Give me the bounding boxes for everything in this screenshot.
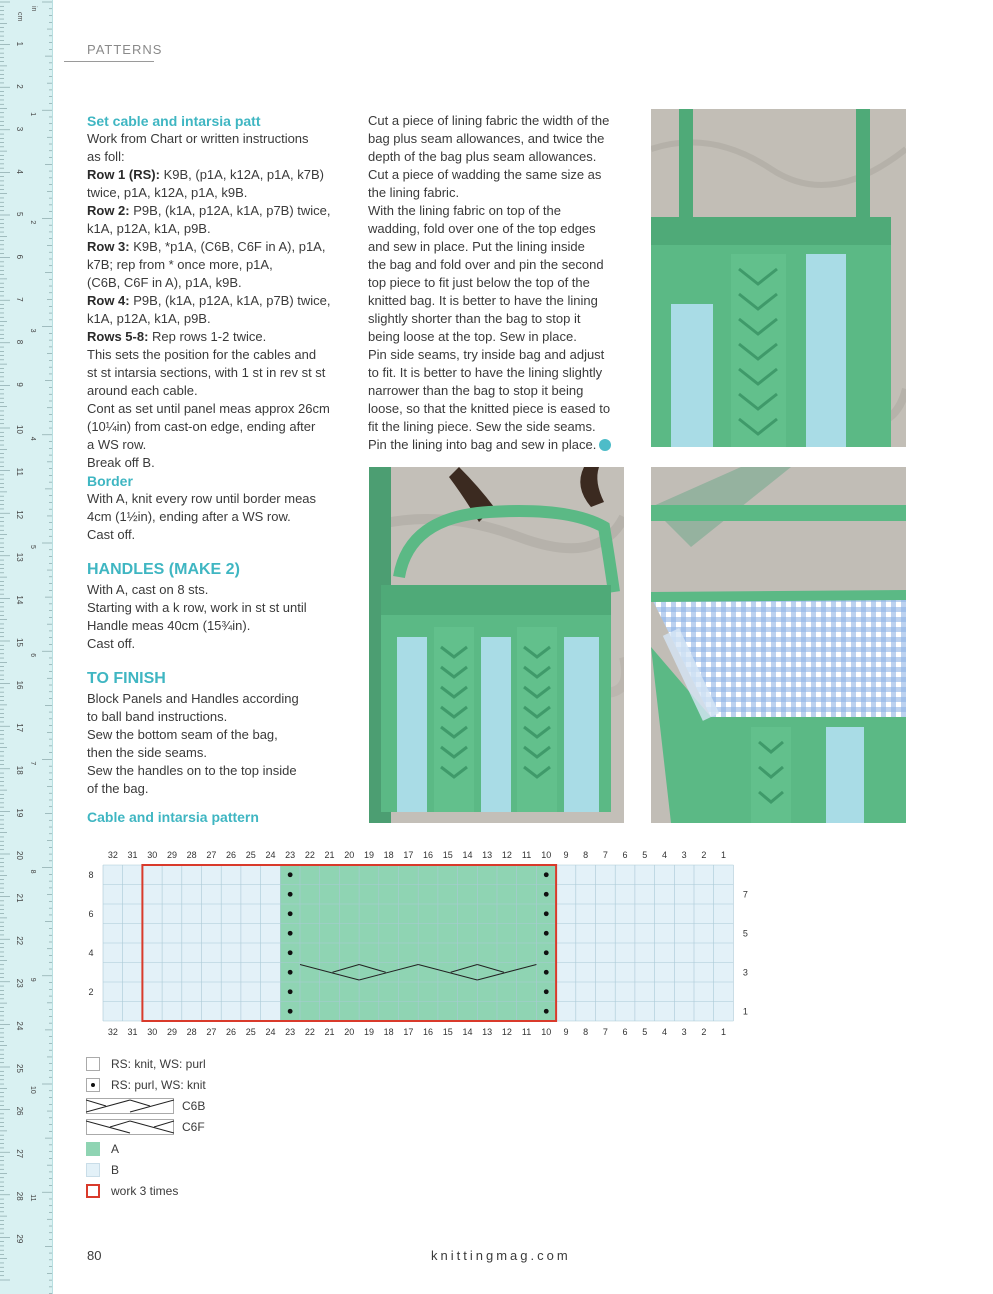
column-number-top: 30 (147, 850, 158, 860)
row-number-left: 4 (88, 947, 94, 958)
column-number-top: 7 (602, 850, 608, 860)
finish-line: of the bag. (87, 781, 149, 796)
rows-5-8 (87, 328, 352, 346)
border-line: Cast off. (87, 527, 136, 542)
row-2-cont: k1A, p12A, k1A, p9B. (87, 221, 211, 236)
column-number-top: 14 (462, 850, 473, 860)
ruler-cm-number: 18 (15, 765, 24, 775)
purl-dot (288, 911, 293, 916)
column-number-top: 26 (226, 850, 237, 860)
column-number-top: 28 (186, 850, 197, 860)
c6f-symbol (86, 1119, 174, 1135)
lining-line (368, 436, 630, 454)
row-3-cont: k7B; rep from * once more, p1A, (87, 257, 273, 272)
finish-line: Sew the handles on to the top inside (87, 763, 297, 778)
row-text: P9B, (k1A, p12A, k1A, p7B) twice, (133, 293, 331, 308)
purl-dot (544, 989, 549, 994)
color-b-swatch (86, 1163, 100, 1177)
column-number-bottom: 5 (642, 1027, 648, 1037)
purl-dot (288, 931, 293, 936)
instructions-column-2 (368, 112, 630, 454)
ruler-in-number: 11 (29, 1194, 36, 1202)
column-number-bottom: 26 (226, 1027, 237, 1037)
finish-line: then the side seams. (87, 745, 207, 760)
row-label: Row 2: (87, 203, 130, 218)
ruler-in-number: 1 (29, 112, 36, 117)
ruler-cm-number: 9 (15, 382, 24, 387)
column-number-bottom: 13 (482, 1027, 493, 1037)
bag-front-illustration (369, 467, 624, 823)
lining-line: fit the lining piece. Sew the side seams. (368, 419, 596, 434)
ruler-cm-number: 19 (15, 808, 24, 818)
purl-dot (544, 970, 549, 975)
purl-dot (544, 1009, 549, 1014)
lining-line: the bag and fold over and pin the second (368, 257, 604, 272)
column-number-bottom: 28 (186, 1027, 197, 1037)
column-number-bottom: 2 (701, 1027, 707, 1037)
footer-website: knittingmag.com (431, 1248, 571, 1263)
row-text: K9B, (p1A, k12A, p1A, k7B) (163, 167, 324, 182)
c6b-symbol (86, 1098, 174, 1114)
legend-label: work 3 times (111, 1184, 179, 1198)
purl-dot (288, 950, 293, 955)
row-text: P9B, (k1A, p12A, k1A, p7B) twice, (133, 203, 331, 218)
finish-heading: TO FINISH (87, 670, 166, 687)
ruler-cm-number: 28 (15, 1191, 24, 1201)
ruler-cm-number: 5 (15, 212, 24, 217)
column-number-top: 8 (583, 850, 589, 860)
cont-line: Cont as set until panel meas approx 26cm (87, 401, 330, 416)
column-number-top: 23 (285, 850, 296, 860)
purl-dot (288, 970, 293, 975)
column-number-top: 19 (363, 850, 374, 860)
border-line: 4cm (1½in), ending after a WS row. (87, 509, 291, 524)
purl-symbol (86, 1078, 100, 1092)
row-label: Row 1 (RS): (87, 167, 160, 182)
column-number-top: 12 (501, 850, 512, 860)
ruler-ticks (0, 0, 52, 1294)
ruler-cm-number: 23 (15, 978, 24, 988)
border-line: With A, knit every row until border meas (87, 491, 317, 506)
bag-detail-illustration (651, 109, 906, 447)
set-cable-heading: Set cable and intarsia patt (87, 113, 261, 129)
ruler-cm-number: 8 (15, 339, 24, 345)
ruler-in-number: 8 (29, 869, 36, 874)
ruler-cm-number: 17 (15, 723, 24, 733)
purl-dot (544, 931, 549, 936)
column-number-bottom: 21 (324, 1027, 335, 1037)
row-number-right: 7 (742, 889, 748, 900)
legend-label: RS: knit, WS: purl (111, 1057, 206, 1071)
ruler-cm-number: 3 (15, 126, 24, 132)
lining-line: being loose at the top. Sew in place. (368, 329, 577, 344)
column-number-bottom: 4 (661, 1027, 667, 1037)
row-4 (87, 292, 352, 310)
column-number-top: 31 (127, 850, 138, 860)
column-number-bottom: 11 (521, 1027, 532, 1037)
lining-text: Pin the lining into bag and sew in place. (368, 437, 597, 452)
ruler-cm-number: 1 (15, 41, 24, 47)
column-number-bottom: 7 (602, 1027, 608, 1037)
legend-label: RS: purl, WS: knit (111, 1078, 206, 1092)
handles-line: Cast off. (87, 636, 136, 651)
purl-dot (544, 911, 549, 916)
ruler-cm-number: 10 (15, 425, 24, 434)
cable-intarsia-chart (83, 843, 763, 1043)
legend-label: B (111, 1163, 120, 1177)
handles-line: Starting with a k row, work in st st until (87, 600, 307, 615)
header-rule (64, 61, 154, 62)
row-1 (87, 166, 352, 184)
ruler-cm-number: 24 (15, 1021, 24, 1031)
ruler-cm-number: 13 (15, 552, 24, 562)
row-number-right: 1 (742, 1006, 748, 1017)
lining-line: and sew in place. Put the lining inside (368, 239, 585, 254)
bag-lining-illustration (651, 467, 906, 823)
cont-line: (10¼in) from cast-on edge, ending after (87, 419, 316, 434)
column-number-bottom: 1 (721, 1027, 727, 1037)
intro-line: Work from Chart or written instructions (87, 131, 309, 146)
column-number-bottom: 31 (127, 1027, 138, 1037)
chart-title: Cable and intarsia pattern (87, 809, 259, 825)
ruler-in-number: 5 (29, 545, 36, 549)
column-number-bottom: 19 (363, 1027, 374, 1037)
ruler-in-label: in (30, 6, 37, 12)
row-4-cont: k1A, p12A, k1A, p9B. (87, 311, 211, 326)
handles-line: Handle meas 40cm (15¾in). (87, 618, 251, 633)
ruler-cm-number: 7 (15, 297, 24, 302)
column-number-bottom: 14 (462, 1027, 473, 1037)
break-line: Break off B. (87, 455, 155, 470)
column-number-top: 21 (324, 850, 335, 860)
column-number-bottom: 23 (285, 1027, 296, 1037)
instructions-column-1 (87, 112, 352, 798)
ruler-cm-number: 27 (15, 1149, 24, 1159)
column-number-bottom: 17 (403, 1027, 414, 1037)
row-label: Rows 5-8: (87, 329, 149, 344)
handles-line: With A, cast on 8 sts. (87, 582, 209, 597)
ruler-cm-number: 25 (15, 1064, 24, 1073)
legend-label: C6F (182, 1120, 205, 1134)
ruler-cm-number: 15 (15, 638, 24, 647)
lining-line: the lining fabric. (368, 185, 460, 200)
row-3 (87, 238, 352, 256)
column-number-bottom: 25 (245, 1027, 256, 1037)
purl-dot (288, 989, 293, 994)
column-number-top: 3 (681, 850, 687, 860)
finish-line: Sew the bottom seam of the bag, (87, 727, 278, 742)
column-number-top: 22 (304, 850, 315, 860)
purl-dot (544, 872, 549, 877)
purl-dot (544, 950, 549, 955)
lining-line: bag plus seam allowances, and twice the (368, 131, 605, 146)
section-header: PATTERNS (87, 42, 163, 57)
column-number-bottom: 24 (265, 1027, 276, 1037)
column-number-top: 2 (701, 850, 707, 860)
column-number-top: 9 (563, 850, 569, 860)
column-number-bottom: 20 (344, 1027, 355, 1037)
column-number-bottom: 6 (622, 1027, 628, 1037)
column-number-bottom: 10 (541, 1027, 552, 1037)
ruler-cm-number: 6 (15, 254, 24, 260)
column-number-bottom: 15 (442, 1027, 453, 1037)
purl-dot (288, 892, 293, 897)
ruler-cm-label: cm (16, 12, 23, 22)
row-2 (87, 202, 352, 220)
row-number-left: 2 (88, 986, 94, 997)
row-number-right: 3 (742, 967, 748, 978)
cont-line: a WS row. (87, 437, 147, 452)
ruler-cm-number: 11 (15, 467, 24, 476)
legend-label: C6B (182, 1099, 206, 1113)
column-number-top: 11 (521, 850, 532, 860)
ruler-cm-number: 26 (15, 1106, 24, 1116)
row-1-cont: twice, p1A, k12A, p1A, k9B. (87, 185, 248, 200)
sets-line: st st intarsia sections, with 1 st in rev st st (87, 365, 326, 380)
ruler-cm-number: 21 (15, 893, 24, 903)
row-label: Row 4: (87, 293, 130, 308)
ruler-in-number: 3 (29, 328, 36, 333)
column-number-bottom: 8 (583, 1027, 589, 1037)
lining-line: Cut a piece of wadding the same size as (368, 167, 602, 182)
column-number-bottom: 27 (206, 1027, 217, 1037)
column-number-top: 6 (622, 850, 628, 860)
legend-label: A (111, 1142, 120, 1156)
photo-bag-detail (651, 109, 906, 447)
ruler-cm-number: 4 (15, 169, 24, 174)
lining-line: With the lining fabric on top of the (368, 203, 561, 218)
column-number-top: 10 (541, 850, 552, 860)
column-number-bottom: 29 (166, 1027, 177, 1037)
row-text: K9B, *p1A, (C6B, C6F in A), p1A, (133, 239, 326, 254)
ruler-in-number: 9 (29, 977, 36, 982)
lining-line: narrower than the bag to stop it being (368, 383, 584, 398)
purl-dot (288, 1009, 293, 1014)
column-number-top: 16 (423, 850, 434, 860)
photo-bag-lining (651, 467, 906, 823)
column-number-top: 27 (206, 850, 217, 860)
column-number-bottom: 32 (107, 1027, 118, 1037)
column-number-top: 5 (642, 850, 648, 860)
lining-line: Pin side seams, try inside bag and adjust (368, 347, 605, 362)
sets-line: around each cable. (87, 383, 198, 398)
row-3-cont: (C6B, C6F in A), p1A, k9B. (87, 275, 242, 290)
lining-line: Cut a piece of lining fabric the width of the (368, 113, 610, 128)
ruler-cm-number: 16 (15, 680, 24, 690)
ruler-in-number: 10 (29, 1086, 36, 1094)
finish-line: to ball band instructions. (87, 709, 228, 724)
page-number: 80 (87, 1248, 102, 1263)
column-number-top: 15 (442, 850, 453, 860)
column-number-bottom: 3 (681, 1027, 687, 1037)
side-ruler (0, 0, 53, 1294)
column-number-top: 32 (107, 850, 118, 860)
column-number-bottom: 16 (423, 1027, 434, 1037)
row-number-left: 6 (88, 908, 94, 919)
handles-heading: HANDLES (MAKE 2) (87, 561, 240, 578)
column-number-top: 18 (383, 850, 394, 860)
column-number-top: 1 (721, 850, 727, 860)
ruler-in-number: 7 (29, 761, 36, 766)
photo-person-holding-bag (369, 467, 624, 823)
ruler-cm-number: 22 (15, 936, 24, 946)
purl-dot (288, 872, 293, 877)
row-number-right: 5 (742, 928, 748, 939)
ruler-cm-number: 20 (15, 851, 24, 860)
lining-line: knitted bag. It is better to have the lining (368, 293, 598, 308)
row-label: Row 3: (87, 239, 130, 254)
column-number-top: 29 (166, 850, 177, 860)
column-number-top: 20 (344, 850, 355, 860)
ruler-in-number: 2 (29, 220, 36, 225)
yarn-ball-icon (599, 439, 611, 451)
row-text: Rep rows 1-2 twice. (152, 329, 267, 344)
intro-line: as foll: (87, 149, 125, 164)
ruler-cm-number: 14 (15, 595, 24, 605)
column-number-bottom: 30 (147, 1027, 158, 1037)
repeat-swatch (86, 1184, 100, 1198)
column-number-top: 17 (403, 850, 414, 860)
ruler-in-number: 6 (29, 653, 36, 658)
ruler-cm-number: 2 (15, 84, 24, 89)
ruler-cm-number: 29 (15, 1234, 24, 1244)
ruler-cm-number: 12 (15, 510, 24, 520)
lining-line: slightly shorter than the bag to stop it (368, 311, 581, 326)
lining-line: loose, so that the knitted piece is eased to (368, 401, 611, 416)
column-number-bottom: 12 (501, 1027, 512, 1037)
column-number-top: 24 (265, 850, 276, 860)
purl-dot-icon (91, 1083, 95, 1087)
lining-line: to fit. It is better to have the lining slightly (368, 365, 603, 380)
finish-line: Block Panels and Handles according (87, 691, 299, 706)
column-number-bottom: 18 (383, 1027, 394, 1037)
row-number-left: 8 (88, 869, 94, 880)
sets-line: This sets the position for the cables and (87, 347, 317, 362)
column-number-top: 13 (482, 850, 493, 860)
column-number-bottom: 22 (304, 1027, 315, 1037)
column-number-top: 25 (245, 850, 256, 860)
knit-symbol (86, 1057, 100, 1071)
column-number-bottom: 9 (563, 1027, 569, 1037)
ruler-in-number: 4 (29, 436, 36, 441)
lining-line: depth of the bag plus seam allowances. (368, 149, 597, 164)
column-number-top: 4 (661, 850, 667, 860)
lining-line: top piece to fit just below the top of the (368, 275, 590, 290)
color-a-swatch (86, 1142, 100, 1156)
lining-line: wadding, fold over one of the top edges (368, 221, 596, 236)
purl-dot (544, 892, 549, 897)
border-heading: Border (87, 473, 133, 489)
